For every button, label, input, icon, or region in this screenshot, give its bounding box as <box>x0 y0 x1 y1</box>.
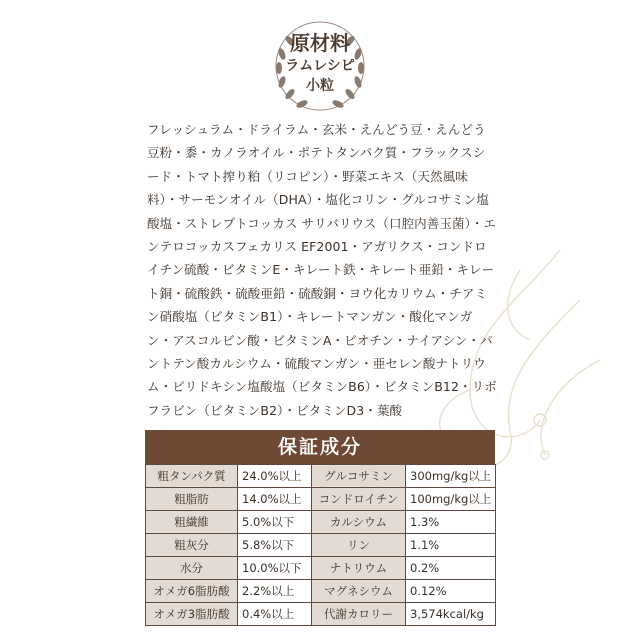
nutrient-label: リン <box>312 534 406 557</box>
ingredients-list <box>147 118 497 422</box>
nutrient-label: 水分 <box>146 557 238 580</box>
table-row <box>146 488 496 511</box>
nutrient-label: 粗タンパク質 <box>146 465 238 488</box>
badge-size: 小粒 <box>306 78 334 94</box>
nutrient-label: マグネシウム <box>312 580 406 603</box>
table-row <box>146 580 496 603</box>
nutrient-value: 300mg/kg以上 <box>406 465 496 488</box>
nutrient-value: 1.3% <box>406 511 496 534</box>
analysis-table <box>145 464 496 626</box>
table-row <box>146 511 496 534</box>
badge-recipe: ラムレシピ <box>285 58 355 74</box>
nutrient-label: ナトリウム <box>312 557 406 580</box>
nutrient-value: 5.8%以下 <box>238 534 312 557</box>
nutrient-value: 14.0%以上 <box>238 488 312 511</box>
nutrient-value: 1.1% <box>406 534 496 557</box>
nutrient-value: 100mg/kg以上 <box>406 488 496 511</box>
table-title: 保証成分 <box>145 430 495 464</box>
table-row <box>146 534 496 557</box>
ingredients-text: フレッシュラム・ドライラム・玄米・えんどう豆・えんどう豆粉・黍・カノラオイル・ポテトタンパク質・フラックスシード・トマト搾り粕（リコピン）・野菜エキス（天然風味料）・サーモンオイル（DHA）・塩化コリン・グルコサミン塩酸塩・ストレプトコッカス サリバリウス（口腔内善玉菌）・エンテロコッカスフェカリス EF2001・アガリクス・コンドロイチン硫酸・ビタミンE・キレート鉄・キレート亜鉛・キレート銅・硫酸鉄・硫酸亜鉛・硫酸銅・ヨウ化カリウム・チアミン硝酸塩（ビタミンB1）・キレートマンガン・酸化マンガン・アスコルビン酸・ビタミンA・ビオチン・ナイアシン・パントテン酸カルシウム・硫酸マンガン・亜セレン酸ナトリウム・ピリドキシン塩酸塩（ビタミンB6）・ビタミンB12・リボフラビン（ビタミンB2）・ビタミンD3・葉酸 <box>147 122 497 418</box>
table-row <box>146 465 496 488</box>
nutrient-label: 粗繊維 <box>146 511 238 534</box>
table-row <box>146 603 496 626</box>
nutrient-label: 粗灰分 <box>146 534 238 557</box>
nutrient-label: 粗脂肪 <box>146 488 238 511</box>
badge-title: 原材料 <box>290 31 350 55</box>
nutrient-label: グルコサミン <box>312 465 406 488</box>
nutrient-label: コンドロイチン <box>312 488 406 511</box>
table-row <box>146 557 496 580</box>
nutrient-value: 10.0%以下 <box>238 557 312 580</box>
nutrient-value: 0.12% <box>406 580 496 603</box>
nutrient-value: 0.4%以上 <box>238 603 312 626</box>
nutrient-label: オメガ6脂肪酸 <box>146 580 238 603</box>
nutrient-value: 2.2%以上 <box>238 580 312 603</box>
nutrient-value: 0.2% <box>406 557 496 580</box>
nutrient-value: 24.0%以上 <box>238 465 312 488</box>
guaranteed-analysis <box>145 430 495 626</box>
nutrient-label: 代謝カロリー <box>312 603 406 626</box>
nutrient-label: オメガ3脂肪酸 <box>146 603 238 626</box>
nutrient-label: カルシウム <box>312 511 406 534</box>
nutrient-value: 5.0%以下 <box>238 511 312 534</box>
nutrient-value: 3,574kcal/kg <box>406 603 496 626</box>
badge-text <box>268 30 372 96</box>
